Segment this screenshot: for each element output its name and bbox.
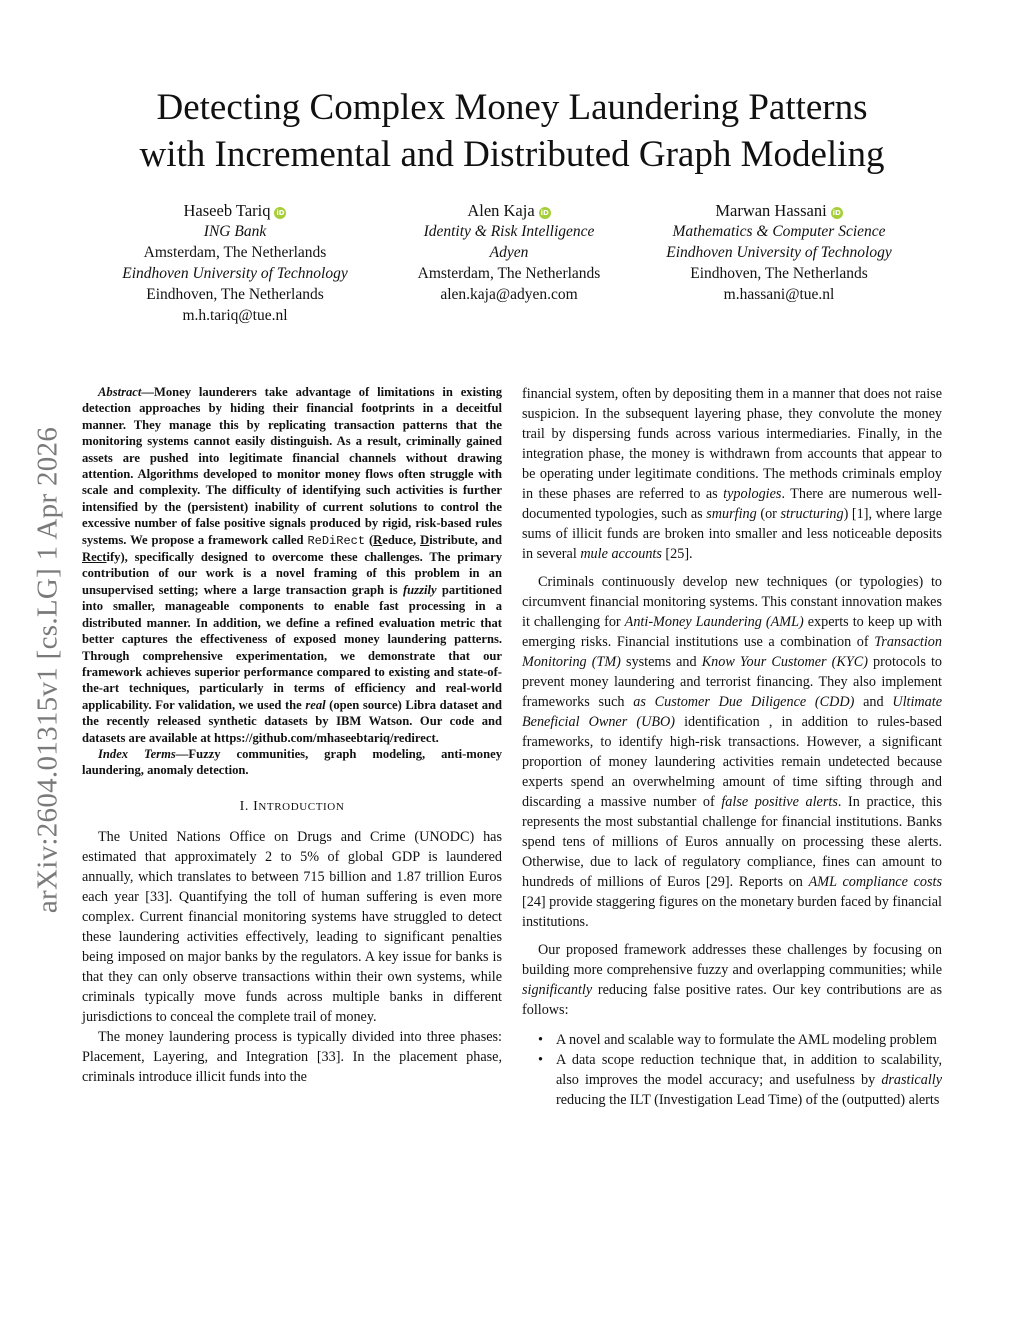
emphasis: structuring bbox=[780, 506, 844, 522]
abstract bbox=[82, 384, 502, 746]
list-item-text: reducing the ILT (Investigation Lead Time) of the (outputted) alerts bbox=[556, 1092, 940, 1108]
arxiv-identifier: arXiv:2604.01315v1 [cs.LG] 1 Apr 2026 bbox=[31, 426, 64, 914]
author-2 bbox=[390, 200, 628, 305]
author-affiliation: Adyen bbox=[489, 244, 529, 261]
bullet-icon: • bbox=[538, 1032, 543, 1048]
right-paragraph-1 bbox=[522, 384, 942, 564]
section-number: I. bbox=[239, 798, 254, 814]
orcid-icon[interactable]: iD bbox=[540, 209, 549, 217]
abstract-text: educe, bbox=[382, 532, 421, 547]
abstract-label: Abstract bbox=[98, 385, 142, 399]
author-email: m.hassani@tue.nl bbox=[723, 286, 835, 303]
emphasis: AML compliance costs bbox=[808, 874, 942, 890]
body-text: identification , in addition to rules-based frameworks, to identify high-risk transactions. However, a significant proportion of money laundering activities remain undetected because experts spend an overwhelming amount of time sifting through and discarding a massive number of bbox=[522, 714, 942, 810]
emphasis: significantly bbox=[522, 982, 593, 998]
abstract-text: (open source) Libra dataset and the recently released synthetic datasets by IBM Watson. Our code and datasets are available at https://github.com/mhaseebtariq/redirect. bbox=[82, 697, 502, 745]
body-text: financial system, often by depositing them in a manner that does not raise suspicion. In the subsequent layering phase, they convolute the money trail by dispersing funds across various intermediaries. Finally, in the integration phase, the money is withdrawn from accounts that appear to be operating under legitimate conditions. The methods criminals employ in these phases are referred to as bbox=[522, 386, 942, 502]
abstract-text: ify), specifically designed to overcome these challenges. The primary contribution of our work is a novel framing of this problem in an unsupervised setting; where a large transaction graph is bbox=[82, 550, 502, 597]
abstract-text: ( bbox=[365, 532, 374, 547]
author-affiliation: Eindhoven University of Technology bbox=[666, 244, 892, 261]
body-text: . There are numerous well-documented typologies, such as bbox=[522, 486, 942, 522]
index-terms-label: Index Terms bbox=[98, 746, 176, 761]
emphasis: typologies bbox=[723, 486, 782, 502]
emphasis: mule accounts bbox=[580, 546, 662, 562]
body-text: [25]. bbox=[661, 546, 693, 562]
abstract-text: partitioned into smaller, manageable components to enable fast processing in a distributed manner. In addition, we define a refined evaluation metric that better captures the effectiveness of exposed money laundering patterns. Through comprehensive experimentation, we demonstrate that our framework achieves superior performance compared to existing and state-of-the-art techniques, particularly in terms of efficiency and real-world applicability. For validation, we used the bbox=[82, 582, 502, 712]
author-location: Eindhoven, The Netherlands bbox=[690, 265, 868, 282]
emphasis: drastically bbox=[881, 1072, 942, 1088]
section-title-rest: NTRODUCTION bbox=[258, 800, 345, 813]
author-email: m.h.tariq@tue.nl bbox=[182, 307, 288, 324]
intro-paragraph-2: The money laundering process is typically divided into three phases: Placement, Layering, and Integration [33]. In the placement phase, criminals introduce illicit funds into the bbox=[82, 1028, 502, 1085]
author-3 bbox=[645, 200, 913, 305]
author-1 bbox=[90, 200, 380, 326]
body-text: . In practice, this represents the most substantial challenge for financial institutions. Banks spend tens of millions of Euros annually on processing these alerts. Otherwise, due to lack of regulatory compliance, fines can amount to hundreds of millions of Euros [29]. Reports on bbox=[522, 794, 942, 890]
body-text: and bbox=[854, 694, 893, 710]
author-location: Amsterdam, The Netherlands bbox=[143, 244, 327, 261]
bullet-icon: • bbox=[538, 1052, 543, 1068]
index-terms-text: —Fuzzy communities, graph modeling, anti-money laundering, anomaly detection. bbox=[82, 746, 502, 778]
body-text: Criminals continuously develop new techniques (or typologies) to circumvent financial monitoring systems. This constant innovation makes it challenging for bbox=[522, 574, 942, 630]
title-line-1: Detecting Complex Money Laundering Patterns bbox=[156, 87, 868, 128]
body-text: (or bbox=[756, 506, 781, 522]
body-text: systems and bbox=[620, 654, 702, 670]
right-paragraph-2 bbox=[522, 572, 942, 932]
author-email: alen.kaja@adyen.com bbox=[440, 286, 578, 303]
emphasis: real bbox=[305, 697, 326, 712]
author-affiliation: Eindhoven University of Technology bbox=[122, 265, 348, 282]
acronym-letter: D bbox=[420, 532, 430, 547]
author-affiliation: Identity & Risk Intelligence bbox=[423, 223, 595, 240]
orcid-icon[interactable]: iD bbox=[276, 209, 285, 217]
paper-title bbox=[60, 84, 964, 178]
emphasis: fuzzily bbox=[402, 582, 437, 597]
arxiv-stamp bbox=[18, 380, 78, 960]
emphasis: as Customer Due Diligence (CDD) bbox=[633, 694, 855, 710]
section-title-initial: I bbox=[253, 798, 259, 814]
contributions-list bbox=[522, 1030, 942, 1110]
body-text: reducing false positive rates. Our key contributions are as follows: bbox=[522, 982, 942, 1018]
body-text: experts to keep up with emerging risks. Financial institutions use a combination of bbox=[522, 614, 942, 650]
acronym-letter: Rect bbox=[82, 550, 107, 565]
abstract-text: istribute, and bbox=[429, 532, 503, 547]
left-column bbox=[82, 384, 502, 1087]
emphasis: Ultimate Beneficial Owner (UBO) bbox=[522, 694, 942, 730]
intro-paragraph-1: The United Nations Office on Drugs and Crime (UNODC) has estimated that approximately 2 to 5% of global GDP is laundered annually, which translates to between 715 billion and 1.87 trillion Euros each year [33]. Quantifying the toll of human suffering is even more complex. Current financial monitoring systems have struggled to detect these laundering activities effectively, leading to significant penalties being imposed on major banks by the regulators. A key issue for banks is that they can only observe transactions within their own systems, while criminals typically move funds across multiple banks in different jurisdictions to conceal the complete trail of money. bbox=[82, 828, 502, 1025]
body-text: Our proposed framework addresses these challenges by focusing on building more comprehensive fuzzy and overlapping communities; while bbox=[522, 942, 942, 978]
list-item-text: A data scope reduction technique that, in addition to scalability, also improves the model accuracy; and usefulness by bbox=[556, 1052, 942, 1088]
section-heading-introduction bbox=[82, 797, 502, 817]
emphasis: smurfing bbox=[706, 506, 757, 522]
author-name: Marwan Hassani bbox=[715, 201, 827, 220]
right-column bbox=[522, 384, 942, 1110]
body-text: protocols to prevent money laundering and terrorist financing. They also implement frameworks such bbox=[522, 654, 942, 710]
author-name: Haseeb Tariq bbox=[183, 201, 271, 220]
index-terms bbox=[82, 746, 502, 779]
framework-name: ReDiRect bbox=[307, 533, 366, 548]
right-paragraph-3 bbox=[522, 940, 942, 1020]
body-text: [24] provide staggering figures on the monetary burden faced by financial institutions. bbox=[522, 894, 942, 930]
author-affiliation: Mathematics & Computer Science bbox=[672, 223, 886, 240]
title-line-2: with Incremental and Distributed Graph Modeling bbox=[139, 134, 885, 175]
author-name: Alen Kaja bbox=[467, 201, 535, 220]
list-item bbox=[522, 1030, 942, 1050]
author-location: Eindhoven, The Netherlands bbox=[146, 286, 324, 303]
list-item-text: A novel and scalable way to formulate the AML modeling problem bbox=[556, 1032, 937, 1048]
abstract-text: —Money launderers take advantage of limitations in existing detection approaches by hiding their financial footprints in a deceitful manner. They manage this by replicating transaction patterns that the monitoring systems cannot easily distinguish. As a result, criminally gained assets are pushed into legitimate financial channels without drawing attention. Algorithms developed to monitor money flows often struggle with scale and complexity. The difficulty of identifying such activities is further intensified by the (persistent) inability of current solutions to control the excessive number of false positive signals produced by rigid, risk-based rules systems. We propose a framework called bbox=[82, 385, 502, 547]
emphasis: Anti-Money Laundering (AML) bbox=[624, 614, 804, 630]
list-item bbox=[522, 1050, 942, 1110]
author-affiliation: ING Bank bbox=[203, 223, 267, 240]
emphasis: false positive alerts bbox=[721, 794, 838, 810]
emphasis: Know Your Customer (KYC) bbox=[701, 654, 868, 670]
emphasis: Transaction Monitoring (TM) bbox=[522, 634, 942, 670]
acronym-letter: R bbox=[373, 532, 383, 547]
author-location: Amsterdam, The Netherlands bbox=[417, 265, 601, 282]
body-text: ) [1], where large sums of illicit funds are broken into smaller and less noticeable deposits in several bbox=[522, 506, 942, 562]
orcid-icon[interactable]: iD bbox=[832, 209, 841, 217]
author-block bbox=[90, 200, 934, 330]
